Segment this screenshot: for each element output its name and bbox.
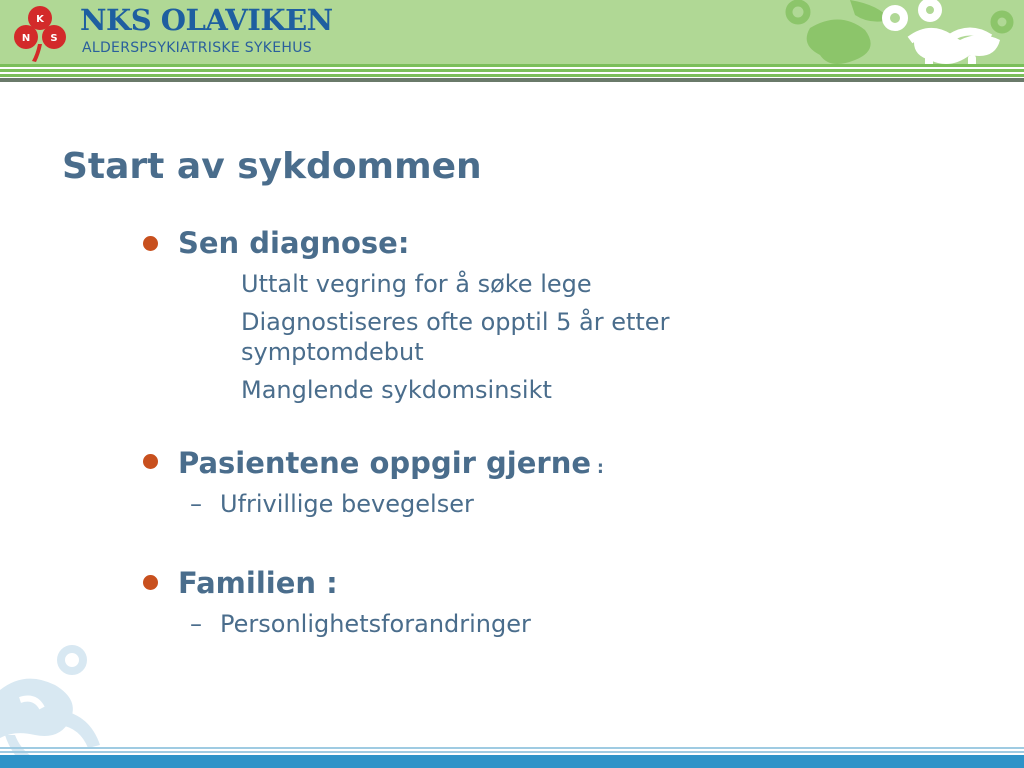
section-heading-2 (178, 446, 604, 480)
header-band (0, 0, 1024, 64)
section-1-item-3: Manglende sykdomsinsikt (241, 376, 552, 404)
org-name: NKS OLAVIKEN (80, 3, 333, 37)
decorative-figures (770, 0, 1024, 64)
bullet-3 (143, 575, 158, 590)
nks-clover-logo (8, 4, 72, 62)
section-heading-2-text: Pasientene oppgir gjerne (178, 446, 592, 480)
section-3-item-1-text: Personlighetsforandringer (220, 610, 531, 638)
header-stripes (0, 64, 1024, 82)
dash-marker: – (190, 610, 202, 638)
section-heading-1: Sen diagnose: (178, 226, 410, 260)
section-1-item-2-cont: symptomdebut (241, 338, 424, 366)
section-3-item-1 (190, 610, 531, 638)
footer-stripes (0, 747, 1024, 768)
logo-letter-k: K (36, 14, 44, 25)
section-heading-2-suffix: : (591, 458, 604, 478)
logo-letter-n: N (21, 33, 31, 44)
section-2-item-1 (190, 490, 474, 518)
section-heading-3: Familien : (178, 566, 338, 600)
logo-letter-s: S (50, 33, 58, 44)
org-subtitle: ALDERSPSYKIATRISKE SYKEHUS (82, 40, 312, 56)
dash-marker: – (190, 490, 202, 518)
section-2-item-1-text: Ufrivillige bevegelser (220, 490, 474, 518)
decorative-figure-bottom-left (0, 640, 130, 755)
bullet-1 (143, 236, 158, 251)
bullet-2 (143, 454, 158, 469)
section-1-item-1: Uttalt vegring for å søke lege (241, 270, 592, 298)
slide-title: Start av sykdommen (62, 146, 482, 187)
section-1-item-2: Diagnostiseres ofte opptil 5 år etter (241, 308, 670, 336)
